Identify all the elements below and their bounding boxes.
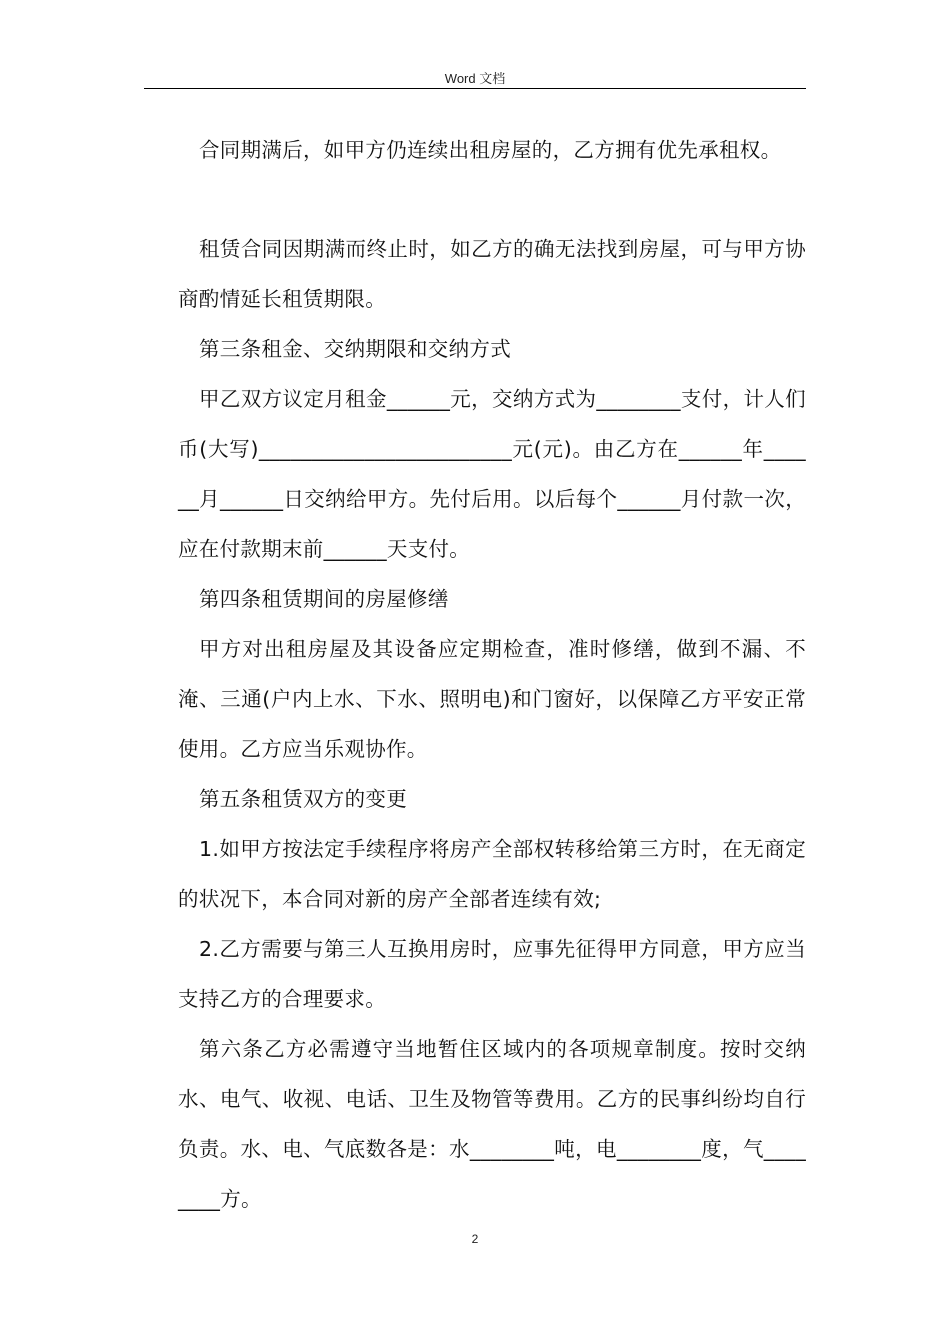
page-number: 2 [471,1232,479,1246]
paragraph-rent-terms: 甲乙双方议定月租金______元，交纳方式为________支付，计人们币(大写)________________________元(元)。由乙方在______年______月______日交纳给甲方。先付后用。以后每个______月付款一次，应在付款期末前______天支付。 [178,387,806,561]
paragraph-lease-extension: 租赁合同因期满而终止时，如乙方的确无法找到房屋，可与甲方协商酌情延长租赁期限。 [178,237,806,311]
article-6-paragraph: 第六条乙方必需遵守当地暂住区域内的各项规章制度。按时交纳水、电气、收视、电话、卫生及物管等费用。乙方的民事纠纷均自行负责。水、电、气底数各是：水________吨，电________度，气________方。 [178,1037,806,1211]
header-divider [144,88,806,89]
paragraph-ownership-transfer: 1.如甲方按法定手续程序将房产全部权转移给第三方时，在无商定的状况下，本合同对新的房产全部者连续有效; [178,837,806,911]
paragraph-repairs: 甲方对出租房屋及其设备应定期检查，准时修缮，做到不漏、不淹、三通(户内上水、下水、照明电)和门窗好，以保障乙方平安正常使用。乙方应当乐观协作。 [178,637,806,761]
article-3-heading: 第三条租金、交纳期限和交纳方式 [199,337,511,361]
paragraph-renewal-priority: 合同期满后，如甲方仍连续出租房屋的，乙方拥有优先承租权。 [199,138,782,162]
article-5-heading: 第五条租赁双方的变更 [199,787,407,811]
document-body [178,125,806,1224]
article-4-heading: 第四条租赁期间的房屋修缮 [199,587,449,611]
document-header-label: Word 文档 [444,71,506,86]
paragraph-housing-exchange: 2.乙方需要与第三人互换用房时，应事先征得甲方同意，甲方应当支持乙方的合理要求。 [178,937,806,1011]
